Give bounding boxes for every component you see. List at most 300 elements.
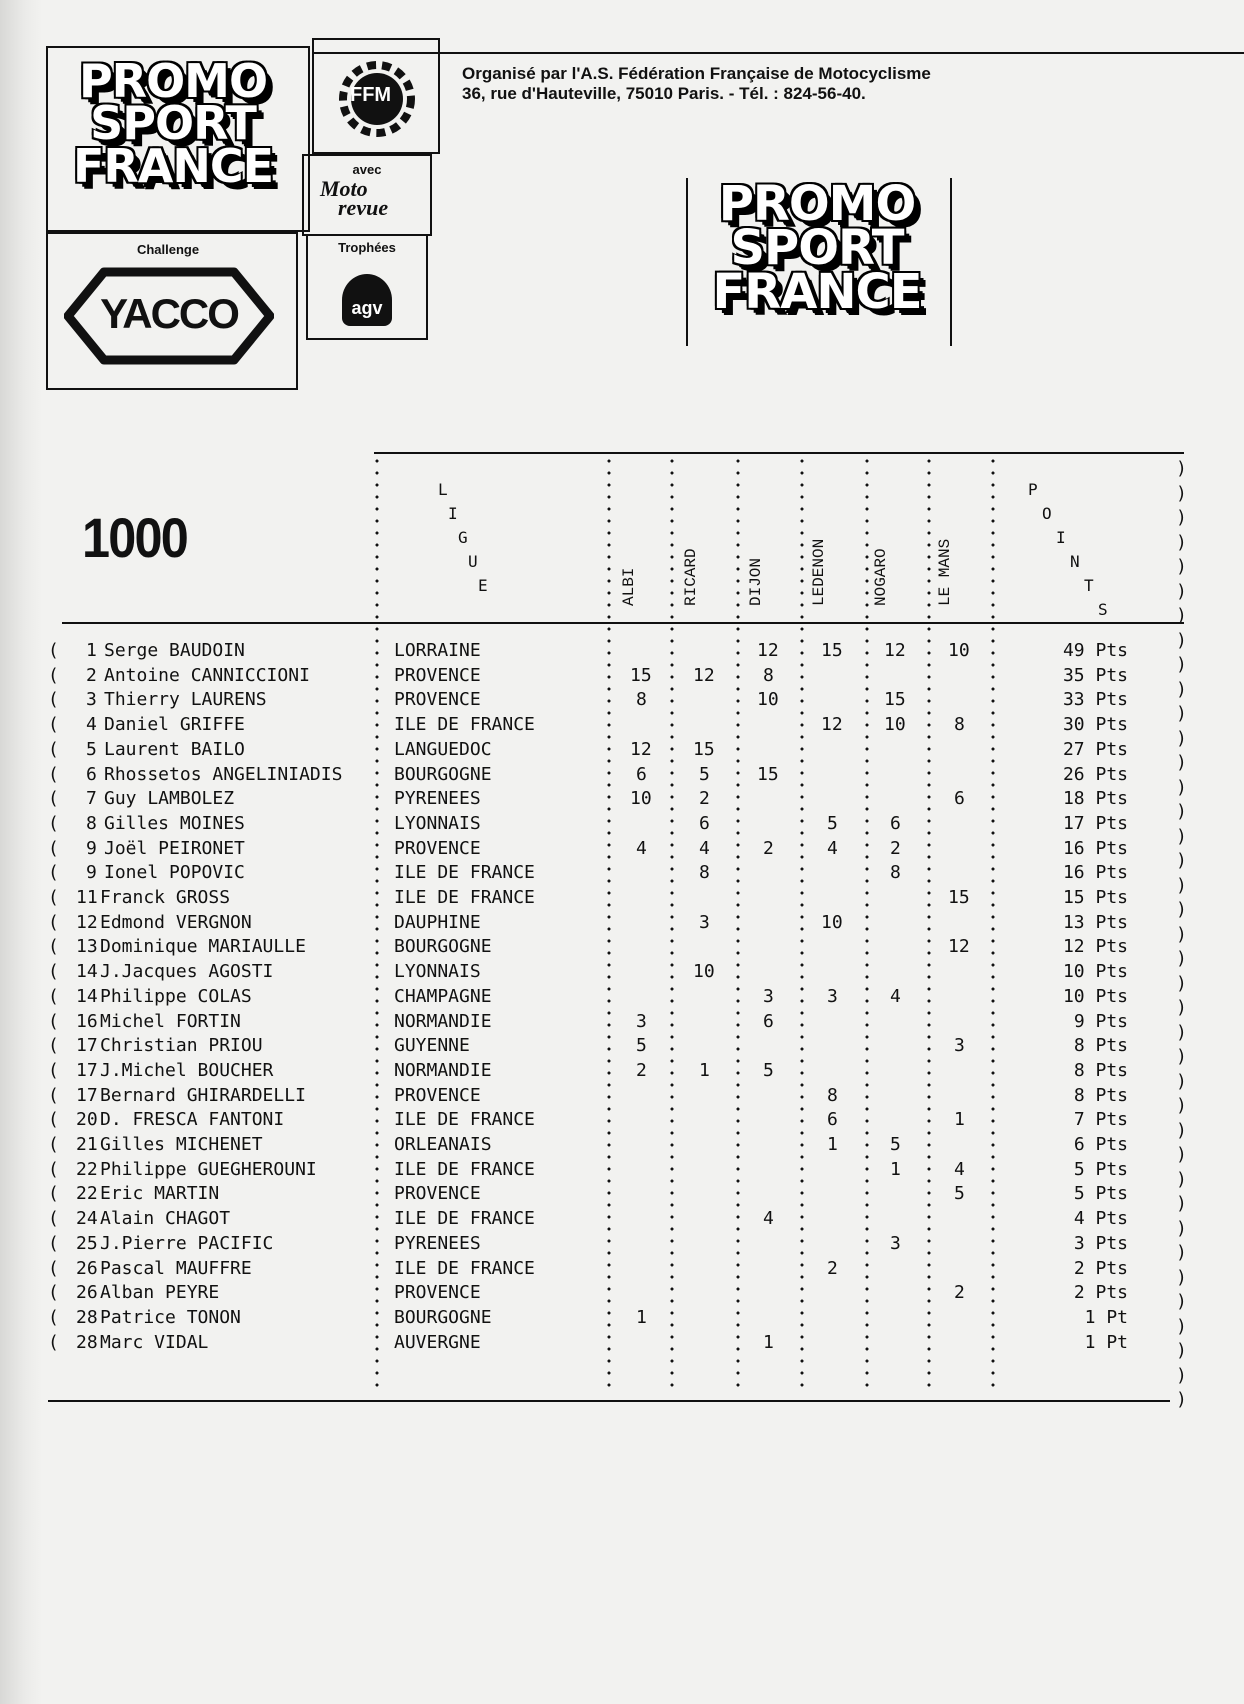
rider-points: 8 Pts [1073, 1035, 1128, 1057]
rider-position: 22 [76, 1183, 98, 1205]
score-ricard: 4 [699, 837, 710, 859]
score-lemans: 15 [948, 887, 970, 908]
table-bottom-rule [48, 1400, 1170, 1402]
rider-name: Patrice TONON [100, 1306, 241, 1328]
circuit-header-dijon: DIJON [747, 557, 765, 606]
right-paren: ) [1176, 972, 1187, 994]
table-row [0, 1159, 1244, 1183]
right-paren: ) [1176, 1144, 1187, 1165]
rider-name: Alban PEYRE [100, 1282, 220, 1304]
score-lemans: 12 [948, 936, 970, 958]
row-left-paren: ( [48, 1158, 59, 1180]
rider-points: 16 Pts [1062, 837, 1128, 859]
rider-name: Bernard GHIRARDELLI [100, 1084, 306, 1106]
table-row [0, 1282, 1244, 1306]
agv-label: agv [346, 298, 388, 319]
points-header-letter: N [1070, 552, 1080, 571]
right-paren: ) [1176, 458, 1187, 479]
score-ricard: 5 [699, 763, 710, 785]
row-left-paren: ( [48, 1134, 59, 1155]
rider-name: Gilles MICHENET [100, 1134, 263, 1155]
rider-name: Alain CHAGOT [100, 1208, 231, 1230]
table-header-rule [62, 622, 1184, 624]
rider-points: 4 Pts [1073, 1208, 1128, 1230]
table-row [0, 665, 1244, 689]
score-dijon: 6 [763, 1010, 774, 1032]
right-paren: ) [1176, 1242, 1187, 1263]
rider-points: 10 Pts [1062, 961, 1128, 983]
rider-ligue: ILE DE FRANCE [394, 714, 535, 736]
right-paren: ) [1176, 1168, 1187, 1190]
rider-name: J.Pierre PACIFIC [100, 1232, 274, 1254]
score-lemans: 1 [954, 1109, 965, 1131]
rider-name: Pascal MAUFFRE [100, 1257, 252, 1279]
rider-name: Rhossetos ANGELINIADIS [104, 763, 343, 785]
score-nogaro: 3 [890, 1232, 901, 1254]
table-row [0, 1208, 1244, 1232]
score-albi: 10 [630, 788, 652, 810]
rider-name: Daniel GRIFFE [104, 714, 245, 736]
right-paren: ) [1176, 1070, 1187, 1092]
score-lemans: 5 [954, 1183, 965, 1205]
rider-points: 49 Pts [1062, 640, 1128, 661]
row-left-paren: ( [48, 887, 59, 908]
right-paren: ) [1176, 801, 1187, 822]
table-row [0, 838, 1244, 862]
score-lemans: 8 [954, 714, 965, 736]
rider-position: 14 [76, 961, 98, 983]
rider-ligue: GUYENNE [394, 1035, 470, 1057]
score-ledenon: 1 [827, 1134, 838, 1155]
rider-ligue: PROVENCE [394, 1183, 481, 1205]
rider-ligue: PROVENCE [394, 1084, 481, 1106]
table-top-rule [374, 452, 1184, 454]
rider-position: 26 [76, 1257, 98, 1279]
right-paren: ) [1176, 727, 1187, 749]
right-paren: ) [1176, 1364, 1187, 1386]
rider-name: Dominique MARIAULLE [100, 936, 306, 958]
right-paren: ) [1176, 997, 1187, 1018]
score-dijon: 5 [763, 1059, 774, 1081]
rider-name: Laurent BAILO [104, 738, 245, 760]
rider-position: 6 [86, 763, 97, 785]
rider-points: 8 Pts [1073, 1059, 1128, 1081]
trophees-label: Trophées [338, 240, 396, 255]
table-row [0, 912, 1244, 936]
ligue-header-letter: I [448, 504, 458, 523]
right-paren: ) [1176, 1291, 1187, 1312]
rider-name: J.Jacques AGOSTI [100, 961, 274, 983]
score-albi: 8 [636, 689, 647, 711]
organizer-line-1: Organisé par l'A.S. Fédération Française de Motocyclisme [462, 64, 931, 83]
row-left-paren: ( [48, 812, 59, 834]
right-paren: ) [1176, 654, 1187, 675]
table-row [0, 1085, 1244, 1109]
promo-sport-france-logo: PROMO SPORT FRANCE [72, 54, 274, 193]
rider-name: Thierry LAURENS [104, 689, 267, 711]
rider-points: 5 Pts [1073, 1158, 1128, 1180]
score-albi: 4 [636, 837, 647, 859]
yacco-label: YACCO [100, 290, 238, 337]
row-left-paren: ( [48, 689, 59, 711]
rider-position: 17 [76, 1035, 98, 1057]
right-paren: ) [1176, 605, 1187, 626]
promo-sport-logo-box [46, 46, 310, 232]
rider-position: 16 [76, 1010, 98, 1032]
rider-points: 2 Pts [1073, 1257, 1128, 1279]
right-paren: ) [1176, 507, 1187, 528]
circuit-header-le-mans: LE MANS [936, 538, 954, 606]
rider-position: 12 [76, 911, 98, 933]
rider-ligue: ILE DE FRANCE [394, 1109, 535, 1131]
score-albi: 6 [636, 763, 647, 785]
rider-points: 1 Pt [1084, 1331, 1128, 1353]
score-lemans: 2 [954, 1282, 965, 1304]
score-ricard: 10 [693, 961, 715, 983]
ligue-header-letter: E [478, 576, 488, 595]
row-left-paren: ( [48, 936, 59, 958]
rider-position: 1 [86, 640, 97, 661]
score-dijon: 1 [763, 1331, 774, 1353]
score-ledenon: 5 [827, 812, 838, 834]
right-paren: ) [1176, 482, 1187, 504]
row-left-paren: ( [48, 1035, 59, 1057]
rider-name: Edmond VERGNON [100, 911, 252, 933]
rider-position: 7 [86, 788, 97, 810]
rider-position: 22 [76, 1158, 98, 1180]
ffm-label: FFM [350, 84, 392, 106]
rider-position: 3 [86, 689, 97, 711]
table-row [0, 1183, 1244, 1207]
rider-ligue: NORMANDIE [394, 1010, 492, 1032]
table-row [0, 714, 1244, 738]
rider-ligue: ILE DE FRANCE [394, 887, 535, 908]
right-paren: ) [1176, 825, 1187, 847]
avec-label: avec [352, 162, 382, 177]
rider-ligue: ILE DE FRANCE [394, 1257, 535, 1279]
rider-position: 17 [76, 1059, 98, 1081]
rider-position: 24 [76, 1208, 98, 1230]
row-left-paren: ( [48, 1010, 59, 1032]
table-row [0, 887, 1244, 911]
score-lemans: 4 [954, 1158, 965, 1180]
score-lemans: 6 [954, 788, 965, 810]
right-paren: ) [1176, 752, 1187, 773]
right-paren: ) [1176, 531, 1187, 553]
rider-position: 20 [76, 1109, 98, 1131]
score-dijon: 10 [757, 689, 779, 711]
row-left-paren: ( [48, 763, 59, 785]
rider-points: 10 Pts [1062, 985, 1128, 1007]
ligue-header-letter: G [458, 528, 468, 547]
score-nogaro: 8 [890, 862, 901, 884]
rider-name: Antoine CANNICCIONI [104, 664, 310, 686]
right-paren: ) [1176, 1119, 1187, 1141]
score-nogaro: 5 [890, 1134, 901, 1155]
right-paren: ) [1176, 1340, 1187, 1361]
rider-points: 6 Pts [1073, 1134, 1128, 1155]
rider-points: 8 Pts [1073, 1084, 1128, 1106]
rider-ligue: LORRAINE [394, 640, 481, 661]
ffm-logo-box [312, 38, 440, 154]
right-paren: ) [1176, 1217, 1187, 1239]
right-paren: ) [1176, 1266, 1187, 1288]
right-paren: ) [1176, 923, 1187, 945]
ligue-header-letter: U [468, 552, 478, 571]
rider-points: 16 Pts [1062, 862, 1128, 884]
rider-name: J.Michel BOUCHER [100, 1059, 274, 1081]
rider-ligue: ILE DE FRANCE [394, 1158, 535, 1180]
score-ricard: 12 [693, 664, 715, 686]
rider-points: 12 Pts [1062, 936, 1128, 958]
row-left-paren: ( [48, 1257, 59, 1279]
table-row [0, 1060, 1244, 1084]
rider-points: 13 Pts [1062, 911, 1128, 933]
right-paren: ) [1176, 899, 1187, 920]
table-row [0, 689, 1244, 713]
points-header-letter: P [1028, 480, 1038, 499]
score-ledenon: 10 [821, 911, 843, 933]
row-left-paren: ( [48, 640, 59, 661]
score-albi: 1 [636, 1306, 647, 1328]
rider-points: 7 Pts [1073, 1109, 1128, 1131]
points-header-letter: T [1084, 576, 1094, 595]
category-title: 1000 [82, 506, 187, 569]
rider-points: 27 Pts [1062, 738, 1128, 760]
rider-points: 1 Pt [1084, 1306, 1128, 1328]
rider-position: 11 [76, 887, 98, 908]
rider-name: D. FRESCA FANTONI [100, 1109, 285, 1131]
right-paren: ) [1176, 1095, 1187, 1116]
rider-name: Eric MARTIN [100, 1183, 220, 1205]
row-left-paren: ( [48, 1331, 59, 1353]
rider-points: 9 Pts [1073, 1010, 1128, 1032]
rider-ligue: ORLEANAIS [394, 1134, 492, 1155]
right-paren: ) [1176, 776, 1187, 798]
yacco-box [46, 232, 298, 390]
row-left-paren: ( [48, 788, 59, 810]
rider-ligue: CHAMPAGNE [394, 985, 492, 1007]
right-paren: ) [1176, 948, 1187, 969]
right-paren: ) [1176, 1315, 1187, 1337]
score-ledenon: 15 [821, 640, 843, 661]
row-left-paren: ( [48, 837, 59, 859]
score-ricard: 15 [693, 738, 715, 760]
score-ricard: 1 [699, 1059, 710, 1081]
score-nogaro: 2 [890, 837, 901, 859]
score-lemans: 3 [954, 1035, 965, 1057]
rider-ligue: BOURGOGNE [394, 1306, 492, 1328]
rider-points: 17 Pts [1062, 812, 1128, 834]
rider-points: 18 Pts [1062, 788, 1128, 810]
rider-ligue: LANGUEDOC [394, 738, 492, 760]
rider-points: 15 Pts [1062, 887, 1128, 908]
rider-ligue: BOURGOGNE [394, 763, 492, 785]
row-left-paren: ( [48, 738, 59, 760]
right-paren: ) [1176, 556, 1187, 577]
rider-name: Marc VIDAL [100, 1331, 209, 1353]
score-ricard: 8 [699, 862, 710, 884]
rider-points: 35 Pts [1062, 664, 1128, 686]
agv-box [306, 234, 428, 340]
row-left-paren: ( [48, 961, 59, 983]
rider-name: Guy LAMBOLEZ [104, 788, 235, 810]
score-albi: 3 [636, 1010, 647, 1032]
rider-name: Ionel POPOVIC [104, 862, 245, 884]
circuit-header-albi: ALBI [620, 567, 638, 606]
score-dijon: 2 [763, 837, 774, 859]
table-row [0, 1134, 1244, 1158]
ligue-header-letter: L [438, 480, 448, 499]
rider-position: 26 [76, 1282, 98, 1304]
table-row [0, 813, 1244, 837]
score-dijon: 15 [757, 763, 779, 785]
rider-name: Philippe GUEGHEROUNI [100, 1158, 317, 1180]
score-ricard: 2 [699, 788, 710, 810]
points-header-letter: S [1098, 600, 1108, 619]
rider-ligue: PROVENCE [394, 664, 481, 686]
row-left-paren: ( [48, 1183, 59, 1205]
score-nogaro: 1 [890, 1158, 901, 1180]
top-rule [312, 52, 1244, 54]
challenge-label: Challenge [136, 242, 200, 257]
table-row [0, 961, 1244, 985]
row-left-paren: ( [48, 911, 59, 933]
row-left-paren: ( [48, 1306, 59, 1328]
right-paren: ) [1176, 1193, 1187, 1214]
circuit-header-nogaro: NOGARO [872, 548, 890, 606]
rider-points: 3 Pts [1073, 1232, 1128, 1254]
rider-position: 8 [86, 812, 97, 834]
moto-revue-box [302, 154, 432, 236]
rider-ligue: NORMANDIE [394, 1059, 492, 1081]
rider-points: 26 Pts [1062, 763, 1128, 785]
right-paren: ) [1176, 580, 1187, 602]
rider-position: 28 [76, 1306, 98, 1328]
rider-ligue: PROVENCE [394, 689, 481, 711]
circuit-header-ricard: RICARD [682, 548, 700, 606]
circuit-header-ledenon: LEDENON [810, 538, 828, 606]
table-row [0, 1332, 1244, 1356]
score-nogaro: 10 [884, 714, 906, 736]
score-dijon: 4 [763, 1208, 774, 1230]
score-nogaro: 15 [884, 689, 906, 711]
moto-revue-logo: Moto revue [320, 176, 389, 220]
rider-ligue: ILE DE FRANCE [394, 862, 535, 884]
rider-name: Gilles MOINES [104, 812, 245, 834]
score-ledenon: 12 [821, 714, 843, 736]
table-row [0, 640, 1244, 664]
rider-position: 2 [86, 664, 97, 686]
points-header-letter: I [1056, 528, 1066, 547]
score-dijon: 12 [757, 640, 779, 661]
row-left-paren: ( [48, 1208, 59, 1230]
row-left-paren: ( [48, 1282, 59, 1304]
score-nogaro: 4 [890, 985, 901, 1007]
rider-ligue: PYRENEES [394, 1232, 481, 1254]
rider-name: Christian PRIOU [100, 1035, 263, 1057]
score-lemans: 10 [948, 640, 970, 661]
table-row [0, 1307, 1244, 1331]
rider-ligue: PYRENEES [394, 788, 481, 810]
table-row [0, 1011, 1244, 1035]
rider-points: 33 Pts [1062, 689, 1128, 711]
rider-name: Joël PEIRONET [104, 837, 245, 859]
right-paren: ) [1176, 874, 1187, 896]
points-header-letter: O [1042, 504, 1052, 523]
score-ledenon: 4 [827, 837, 838, 859]
rider-ligue: ILE DE FRANCE [394, 1208, 535, 1230]
right-paren: ) [1176, 678, 1187, 700]
rider-position: 14 [76, 985, 98, 1007]
table-row [0, 1258, 1244, 1282]
row-left-paren: ( [48, 714, 59, 736]
rider-position: 4 [86, 714, 97, 736]
right-paren: ) [1176, 1046, 1187, 1067]
score-dijon: 8 [763, 664, 774, 686]
right-paren: ) [1176, 1389, 1187, 1410]
rider-ligue: LYONNAIS [394, 961, 481, 983]
rider-position: 5 [86, 738, 97, 760]
table-row [0, 1109, 1244, 1133]
rider-ligue: AUVERGNE [394, 1331, 481, 1353]
score-ledenon: 3 [827, 985, 838, 1007]
row-left-paren: ( [48, 862, 59, 884]
score-dijon: 3 [763, 985, 774, 1007]
organizer-line-2: 36, rue d'Hauteville, 75010 Paris. - Tél. : 824-56-40. [462, 84, 866, 103]
promo-sport-logo-center: PROMO SPORT FRANCE [686, 178, 952, 346]
table-row [0, 764, 1244, 788]
table-row [0, 739, 1244, 763]
table-row [0, 936, 1244, 960]
row-left-paren: ( [48, 1109, 59, 1131]
score-albi: 5 [636, 1035, 647, 1057]
score-nogaro: 6 [890, 812, 901, 834]
rider-name: Michel FORTIN [100, 1010, 241, 1032]
rider-ligue: DAUPHINE [394, 911, 481, 933]
rider-position: 21 [76, 1134, 98, 1155]
rider-position: 9 [86, 837, 97, 859]
rider-ligue: LYONNAIS [394, 812, 481, 834]
rider-position: 25 [76, 1232, 98, 1254]
score-nogaro: 12 [884, 640, 906, 661]
rider-position: 28 [76, 1331, 98, 1353]
table-row [0, 862, 1244, 886]
table-row [0, 788, 1244, 812]
rider-position: 13 [76, 936, 98, 958]
score-ledenon: 6 [827, 1109, 838, 1131]
rider-points: 2 Pts [1073, 1282, 1128, 1304]
rider-points: 30 Pts [1062, 714, 1128, 736]
row-left-paren: ( [48, 985, 59, 1007]
rider-name: Philippe COLAS [100, 985, 252, 1007]
row-left-paren: ( [48, 1084, 59, 1106]
rider-points: 5 Pts [1073, 1183, 1128, 1205]
rider-name: Serge BAUDOIN [104, 640, 245, 661]
score-ricard: 6 [699, 812, 710, 834]
right-paren: ) [1176, 703, 1187, 724]
right-paren: ) [1176, 1021, 1187, 1043]
table-row [0, 1233, 1244, 1257]
score-ricard: 3 [699, 911, 710, 933]
row-left-paren: ( [48, 664, 59, 686]
rider-ligue: PROVENCE [394, 1282, 481, 1304]
rider-name: Franck GROSS [100, 887, 231, 908]
rider-ligue: BOURGOGNE [394, 936, 492, 958]
score-albi: 12 [630, 738, 652, 760]
row-left-paren: ( [48, 1059, 59, 1081]
rider-position: 9 [86, 862, 97, 884]
